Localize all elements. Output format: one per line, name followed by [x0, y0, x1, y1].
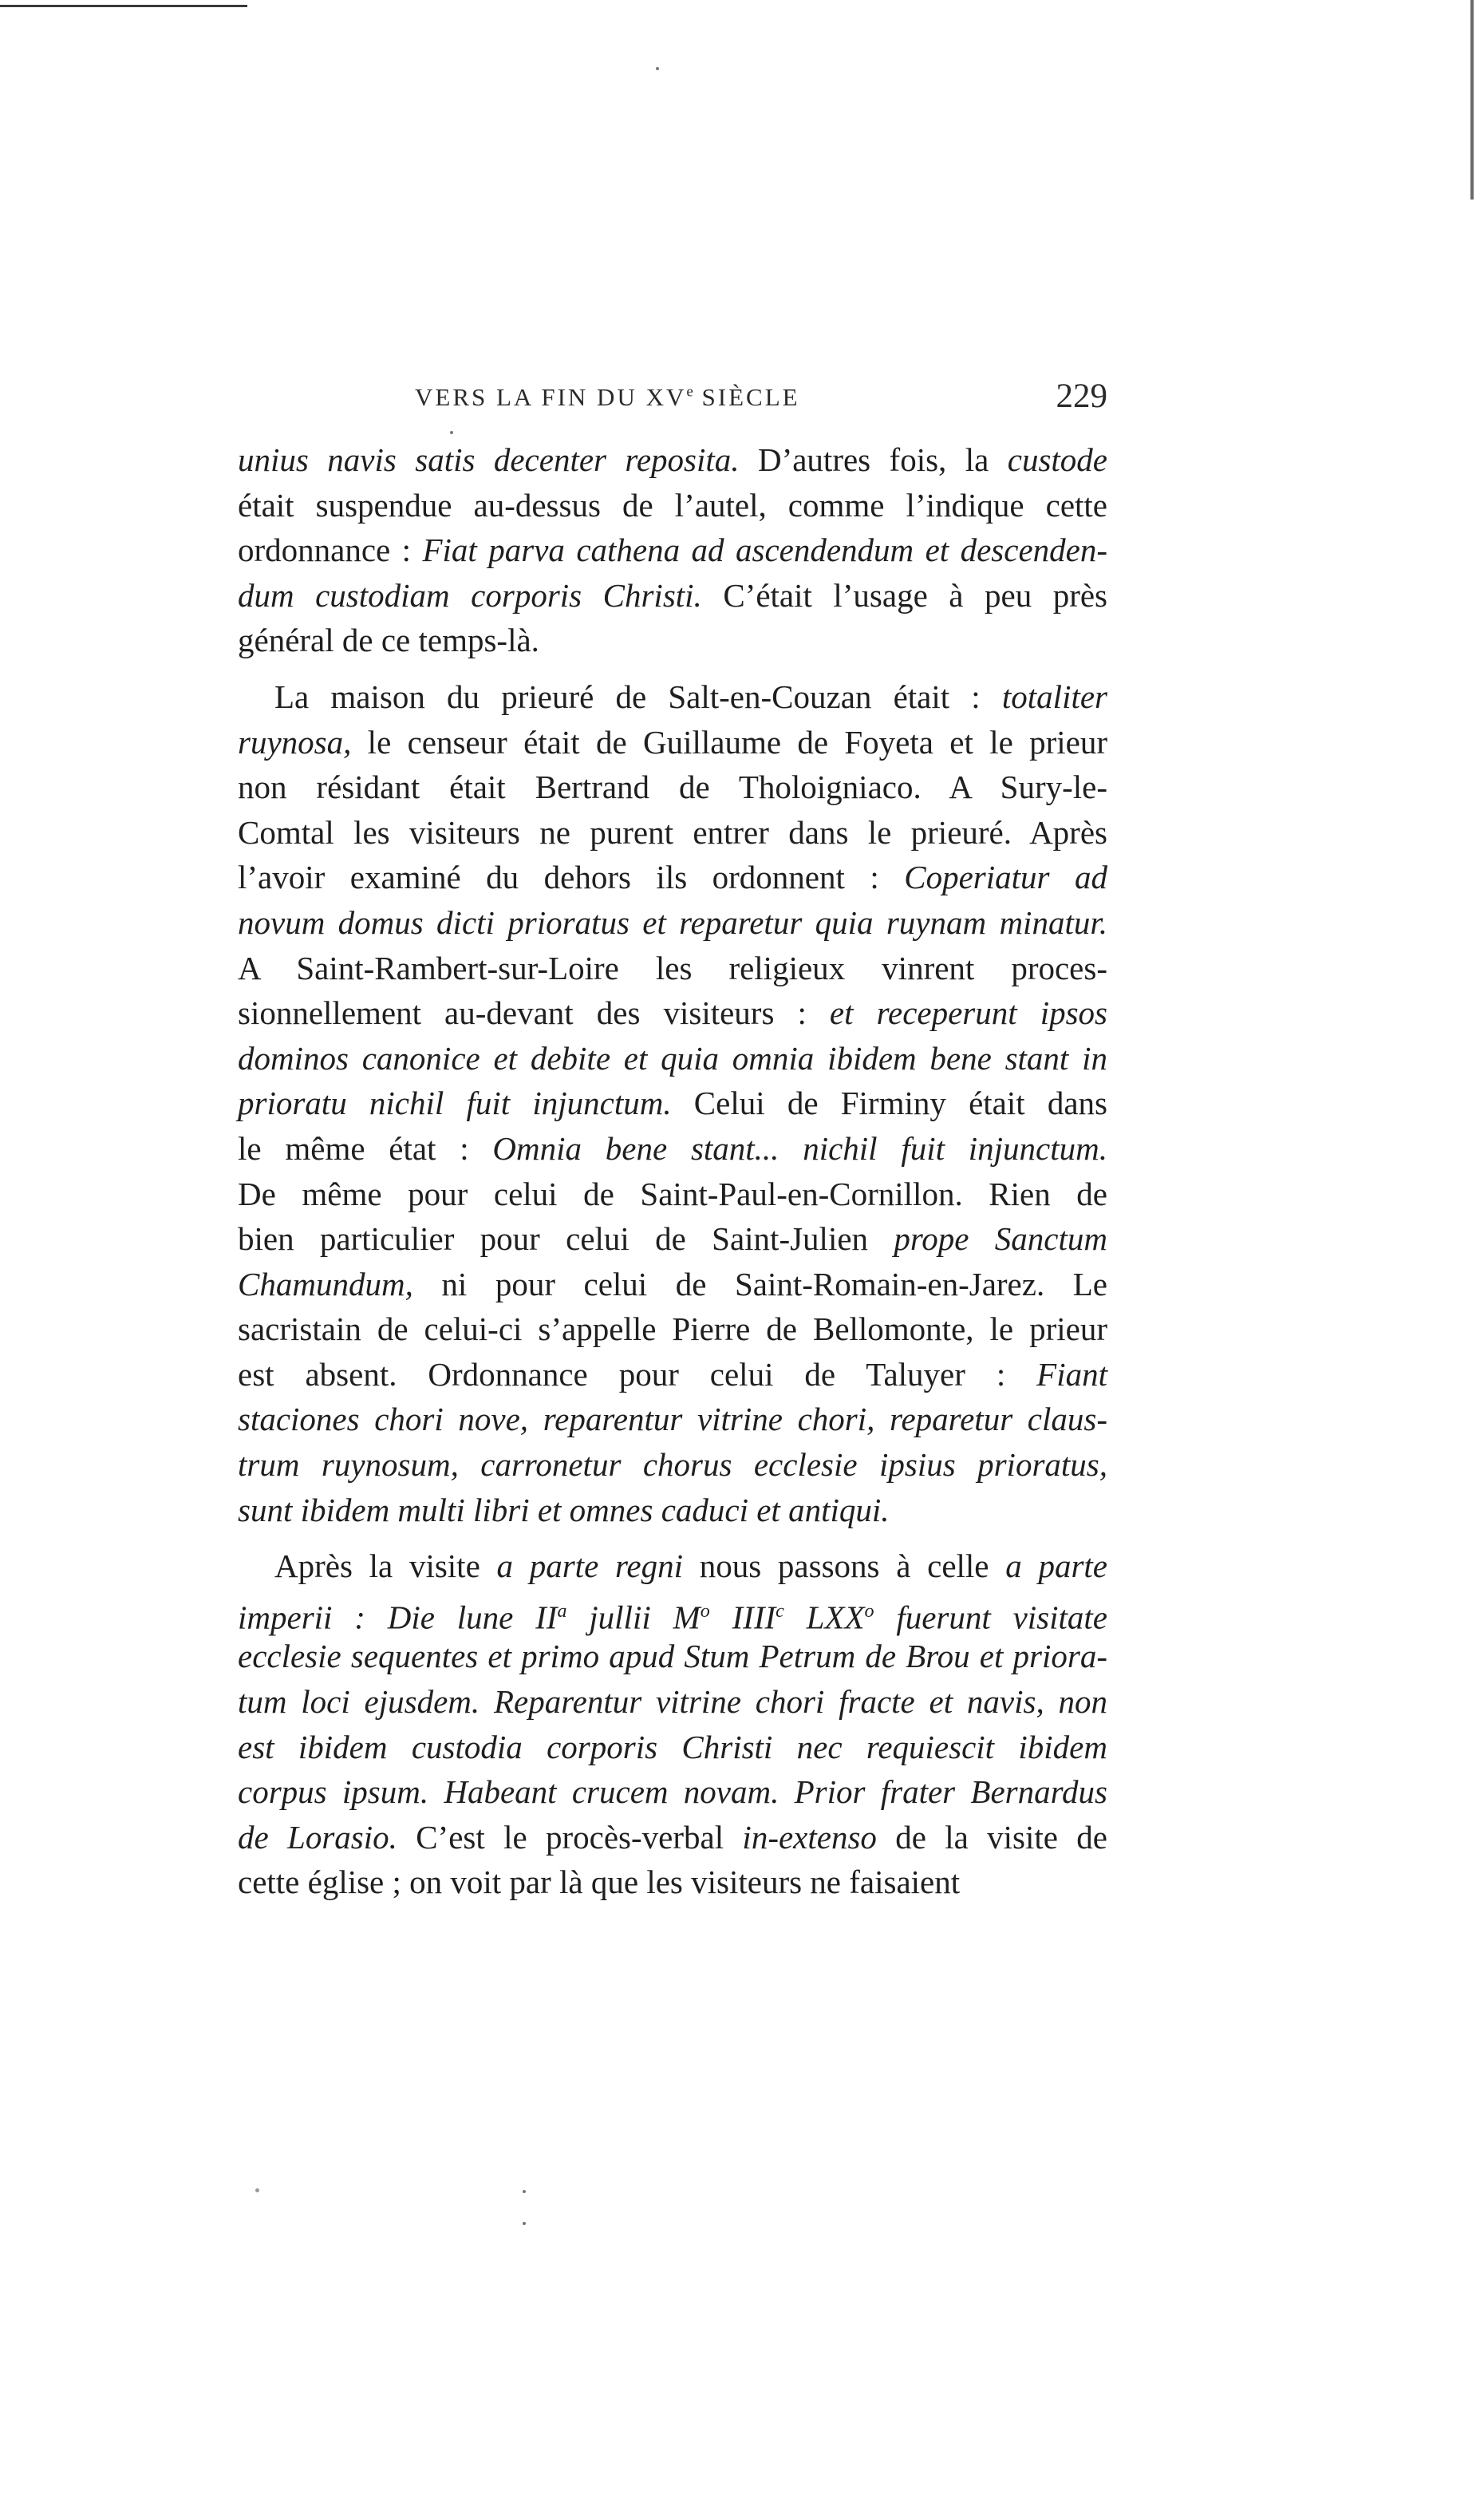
french-text: ni pour celui de Saint-Romain-en-Jarez. Le — [412, 1265, 1107, 1302]
text-line — [238, 946, 1107, 991]
latin-text: est ibidem custodia corporis Christi nec requiescit ibidem — [238, 1728, 1107, 1765]
french-text: Après la visite — [274, 1547, 497, 1585]
french-text: de la visite de — [876, 1818, 1108, 1856]
text-line — [238, 855, 1107, 900]
french-text: ordonnance : — [238, 532, 423, 569]
text-line — [238, 1725, 1107, 1770]
text-line — [238, 900, 1107, 946]
text-line — [238, 1589, 1107, 1634]
latin-text: in-extenso — [742, 1818, 877, 1856]
text-line — [238, 1352, 1107, 1397]
text-line — [238, 528, 1107, 573]
text-line — [238, 1172, 1107, 1217]
latin-text: novum domus dicti prioratus et reparetur quia ruynam minatur. — [238, 903, 1107, 941]
french-text: nous passons à celle — [683, 1547, 1006, 1585]
text-line — [238, 720, 1107, 765]
french-text: Celui de Firminy était dans — [671, 1085, 1107, 1122]
paper-speck — [523, 2222, 526, 2225]
french-text: sionnellement au-devant des visiteurs : — [238, 994, 830, 1032]
paragraph — [238, 437, 1107, 663]
text-line — [238, 1860, 1107, 1905]
french-text: était suspendue au-dessus de l’autel, comme l’indique cette — [238, 486, 1107, 524]
latin-text: dum custodiam corporis Christi. — [238, 576, 702, 614]
latin-text: LXX — [783, 1599, 865, 1636]
text-line — [238, 810, 1107, 856]
latin-text: Fiant — [1036, 1355, 1107, 1393]
french-text: le même état : — [238, 1129, 493, 1167]
latin-text: custode — [1007, 441, 1107, 478]
french-text: cette église ; on voit par là que les visiteurs ne faisaient — [238, 1864, 961, 1901]
text-line — [238, 1488, 1107, 1533]
latin-text: a parte regni — [496, 1547, 684, 1585]
latin-text: IIII — [709, 1599, 776, 1636]
french-text: De même pour celui de Saint-Paul-en-Cornillon. Rien de — [238, 1175, 1107, 1212]
french-text: le censeur était de Guillaume de Foyeta et le prieur — [351, 723, 1107, 761]
french-text: sacristain de celui-ci s’appelle Pierre de Bellomonte, le prieur — [238, 1310, 1107, 1348]
french-text: bien particulier pour celui de Saint-Julien — [238, 1220, 894, 1258]
text-line — [238, 1126, 1107, 1172]
paragraph — [238, 1543, 1107, 1905]
french-text: La maison du prieuré de Salt-en-Couzan était : — [274, 678, 1002, 715]
top-edge-rule — [0, 5, 247, 7]
text-line — [238, 674, 1107, 720]
latin-text: prioratu nichil fuit injunctum. — [238, 1085, 672, 1122]
text-line — [238, 1442, 1107, 1488]
paper-speck — [656, 67, 659, 70]
paper-speck — [255, 2188, 259, 2192]
text-line — [238, 483, 1107, 528]
latin-text: dominos canonice et debite et quia omnia ibidem bene stant in — [238, 1039, 1107, 1077]
text-line — [238, 990, 1107, 1036]
latin-text: a — [557, 1600, 567, 1622]
paragraph — [238, 674, 1107, 1532]
text-line — [238, 437, 1107, 483]
text-line — [238, 1262, 1107, 1307]
text-line — [238, 573, 1107, 619]
text-line — [238, 1397, 1107, 1442]
text-line — [238, 765, 1107, 810]
latin-text: ecclesie sequentes et primo apud Stum Petrum de Brou et priora- — [238, 1638, 1107, 1675]
latin-text: prope Sanctum — [894, 1220, 1107, 1258]
body-text — [238, 437, 1107, 1905]
french-text: C’est le procès-verbal — [397, 1818, 743, 1856]
text-line — [238, 1679, 1107, 1725]
french-text: l’avoir examiné du dehors ils ordonnent : — [238, 859, 905, 896]
latin-text: fuerunt visitate — [874, 1599, 1107, 1636]
latin-text: o — [864, 1600, 874, 1622]
latin-text: Fiat parva cathena ad ascendendum et descenden- — [422, 532, 1107, 569]
french-text: D’autres fois, la — [739, 441, 1008, 478]
latin-text: c — [776, 1600, 784, 1622]
latin-text: imperii : Die lune II — [238, 1599, 558, 1636]
french-text: général de ce temps-là. — [238, 622, 539, 659]
latin-text: staciones chori nove, reparentur vitrine chori, reparetur claus- — [238, 1401, 1107, 1438]
text-line — [238, 1081, 1107, 1126]
latin-text: de Lorasio. — [238, 1818, 397, 1856]
latin-text: corpus ipsum. Habeant crucem novam. Prior frater Bernardus — [238, 1773, 1107, 1811]
text-line — [238, 1634, 1107, 1679]
latin-text: Chamundum, — [238, 1265, 413, 1302]
latin-text: ruynosa, — [238, 723, 352, 761]
latin-text: o — [700, 1600, 710, 1622]
french-text: A Saint-Rambert-sur-Loire les religieux vinrent proces- — [238, 949, 1107, 986]
french-text: est absent. Ordonnance pour celui de Taluyer : — [238, 1355, 1037, 1393]
latin-text: totaliter — [1001, 678, 1107, 715]
page-number: 229 — [1056, 377, 1107, 415]
page-edge-line — [1470, 0, 1474, 200]
running-head-title: VERS LA FIN DU XVe SIÈCLE — [415, 383, 800, 411]
text-line — [238, 1815, 1107, 1860]
french-text: Comtal les visiteurs ne purent entrer dans le prieuré. Après — [238, 813, 1107, 851]
text-line — [238, 618, 1107, 663]
latin-text: jullii M — [566, 1599, 701, 1636]
text-line — [238, 1769, 1107, 1815]
running-head — [238, 377, 1107, 425]
paper-speck — [450, 431, 453, 434]
paper-speck — [523, 2190, 526, 2193]
latin-text: sunt ibidem multi libri et omnes caduci et antiqui. — [238, 1491, 890, 1528]
text-line — [238, 1543, 1107, 1589]
latin-text: Omnia bene stant... nichil fuit injunctum. — [492, 1129, 1107, 1167]
latin-text: trum ruynosum, carronetur chorus ecclesie ipsius prioratus, — [238, 1446, 1107, 1484]
latin-text: tum loci ejusdem. Reparentur vitrine chori fracte et navis, non — [238, 1683, 1107, 1721]
french-text: C’était l’usage à peu près — [701, 576, 1107, 614]
latin-text: a parte — [1005, 1547, 1107, 1585]
latin-text: unius navis satis decenter reposita. — [238, 441, 740, 478]
text-line — [238, 1306, 1107, 1352]
text-line — [238, 1216, 1107, 1262]
text-line — [238, 1036, 1107, 1081]
latin-text: et receperunt ipsos — [829, 994, 1108, 1032]
french-text: non résidant était Bertrand de Tholoigniaco. A Sury-le- — [238, 769, 1107, 806]
latin-text: Coperiatur ad — [904, 859, 1107, 896]
